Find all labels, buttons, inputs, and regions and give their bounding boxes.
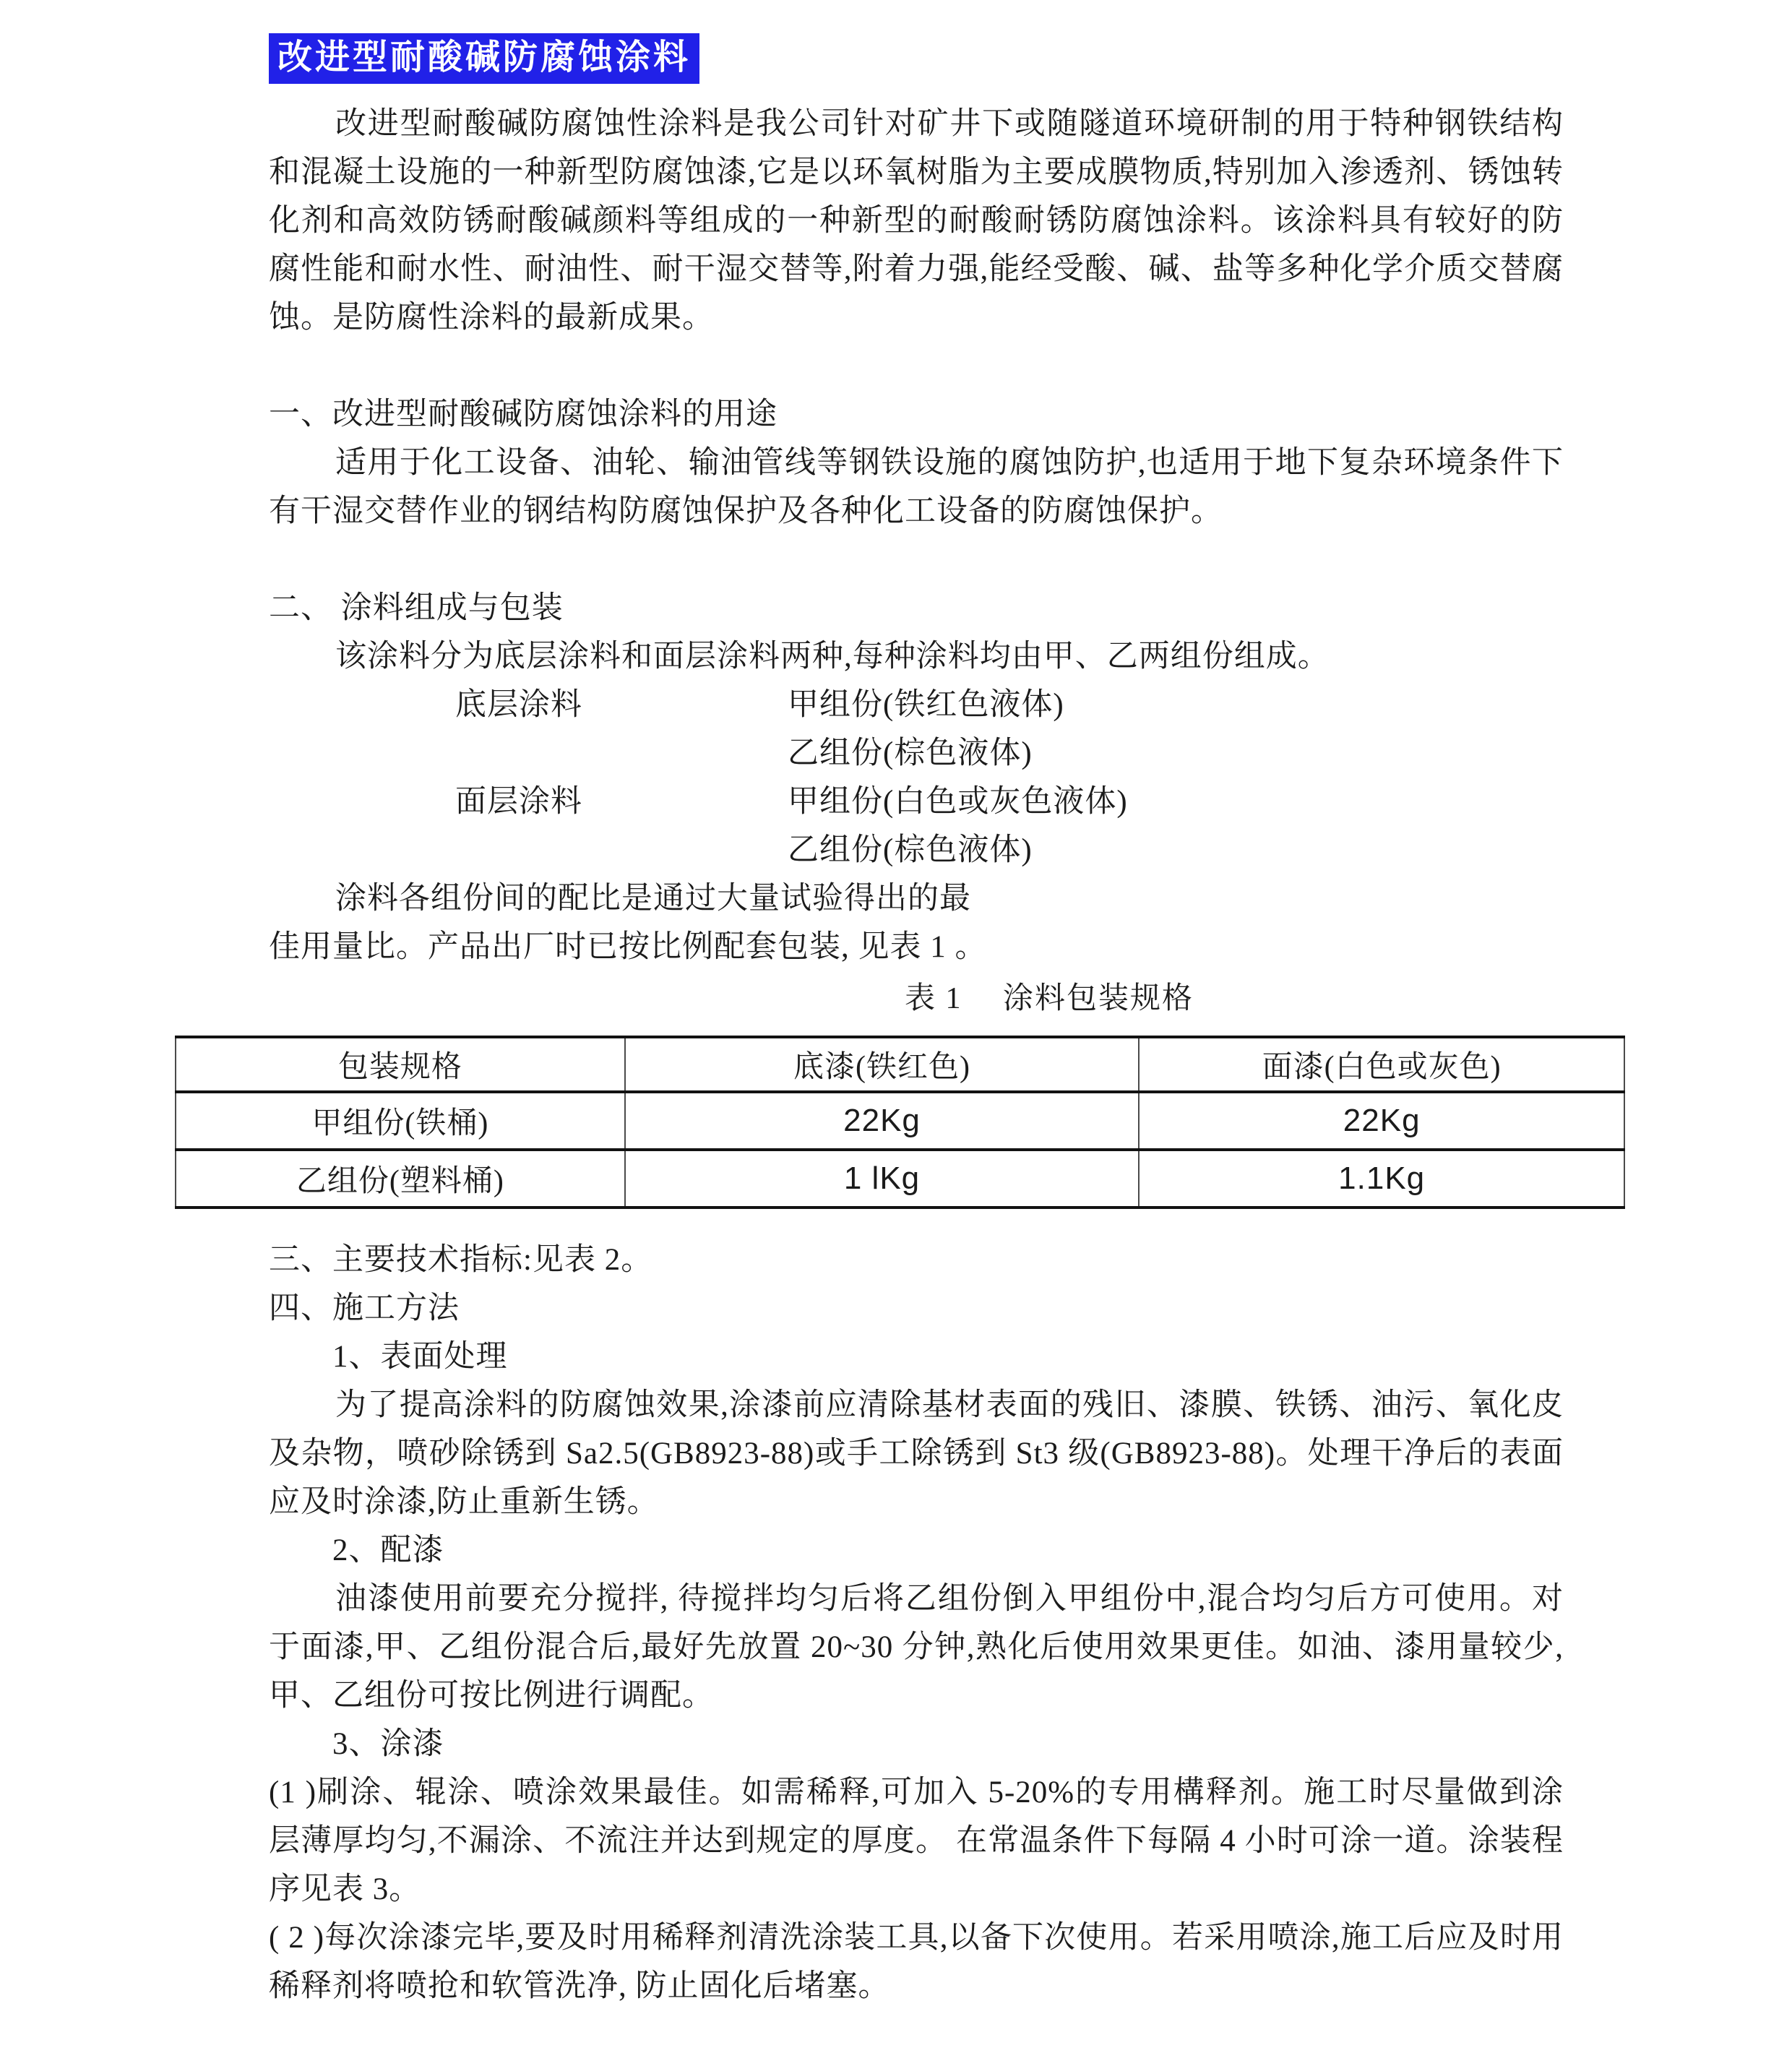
- table-cell: 22Kg: [1139, 1092, 1624, 1150]
- sub1-heading: 1、表面处理: [332, 1340, 508, 1374]
- component-label: 面层涂料: [455, 785, 582, 819]
- component-value: 甲组份(铁红色液体): [788, 688, 1064, 722]
- section3-heading: 三、主要技术指标:见表 2。: [269, 1243, 653, 1277]
- component-label: [455, 826, 788, 874]
- section4-heading: 四、施工方法: [269, 1291, 460, 1325]
- section1-heading: 一、改进型耐酸碱防腐蚀涂料的用途: [269, 397, 777, 431]
- blank-line: [269, 535, 1564, 584]
- sub3-heading: 3、涂漆: [332, 1727, 444, 1761]
- ratio-line-2: 佳用量比。产品出厂时已按比例配套包装, 见表 1 。: [269, 930, 987, 964]
- component-row: [269, 681, 1564, 729]
- component-label: 底层涂料: [455, 688, 582, 722]
- table-row: [176, 1092, 1624, 1150]
- page-title: 改进型耐酸碱防腐蚀涂料: [269, 33, 699, 84]
- table1-caption: 表 1 涂料包装规格: [905, 982, 1194, 1015]
- section2-heading: 二、 涂料组成与包装: [269, 591, 564, 625]
- table-cell: 1.1Kg: [1139, 1150, 1624, 1208]
- table-row: [176, 1150, 1624, 1208]
- sub1-body: 为了提高涂料的防腐蚀效果,涂漆前应清除基材表面的残旧、漆膜、铁锈、油污、氧化皮及杂物，喷砂除锈到 Sa2.5(GB8923-88)或手工除锈到 St3 级(GB8923-88)。处理干净后的表面应及时涂漆,防止重新生锈。: [269, 1388, 1564, 1519]
- table-cell: 甲组份(铁桶): [176, 1092, 625, 1150]
- table-cell: 乙组份(塑料桶): [176, 1150, 625, 1208]
- sub2-heading: 2、配漆: [332, 1533, 444, 1567]
- component-value: 乙组份(棕色液体): [788, 833, 1033, 867]
- sub2-body: 油漆使用前要充分搅拌, 待搅拌均匀后将乙组份倒入甲组份中,混合均匀后方可使用。对于面漆,甲、乙组份混合后,最好先放置 20~30 分钟,熟化后使用效果更佳。如油、漆用量较少,甲、乙组份可按比例进行调配。: [269, 1582, 1564, 1713]
- component-label: [455, 729, 788, 778]
- sub3-item1: (1 )刷涂、辊涂、喷涂效果最佳。如需稀释,可加入 5-20%的专用構释剂。施工时尽量做到涂层薄厚均匀,不漏涂、不流注并达到规定的厚度。 在常温条件下每隔 4 小时可涂一道。涂装程序见表 3。: [269, 1776, 1564, 1906]
- table-header-cell: 包装规格: [176, 1037, 625, 1092]
- ratio-line-1: 涂料各组份间的配比是通过大量试验得出的最: [335, 882, 971, 916]
- component-row: [269, 778, 1564, 826]
- table-cell: 1 lKg: [625, 1150, 1140, 1208]
- blank-line: [269, 342, 1564, 390]
- sub3-item2: ( 2 )每次涂漆完毕,要及时用稀释剂清洗涂装工具,以备下次使用。若采用喷涂,施工后应及时用稀释剂将喷抢和软管洗净, 防止固化后堵塞。: [269, 1921, 1564, 2003]
- packing-spec-table: [175, 1036, 1625, 1209]
- title-row: [269, 33, 1564, 84]
- component-value: 甲组份(白色或灰色液体): [788, 785, 1128, 819]
- table-header-cell: 面漆(白色或灰色): [1139, 1037, 1624, 1092]
- table-header-cell: 底漆(铁红色): [625, 1037, 1140, 1092]
- intro-paragraph: 改进型耐酸碱防腐蚀性涂料是我公司针对矿井下或随隧道环境研制的用于特种钢铁结构和混凝土设施的一种新型防腐蚀漆,它是以环氧树脂为主要成膜物质,特别加入渗透剂、锈蚀转化剂和高效防锈耐酸碱颜料等组成的一种新型的耐酸耐锈防腐蚀涂料。该涂料具有较好的防腐性能和耐水性、耐油性、耐干湿交替等,附着力强,能经受酸、碱、盐等多种化学介质交替腐蚀。是防腐性涂料的最新成果。: [269, 107, 1564, 335]
- section2-intro: 该涂料分为底层涂料和面层涂料两种,每种涂料均由甲、乙两组份组成。: [335, 640, 1330, 673]
- section1-body: 适用于化工设备、油轮、输油管线等钢铁设施的腐蚀防护,也适用于地下复杂环境条件下有干湿交替作业的钢结构防腐蚀保护及各种化工设备的防腐蚀保护。: [269, 446, 1564, 528]
- table-header-row: [176, 1037, 1624, 1092]
- table-cell: 22Kg: [625, 1092, 1140, 1150]
- component-row: [269, 826, 1564, 874]
- component-row: [269, 729, 1564, 778]
- component-value: 乙组份(棕色液体): [788, 736, 1033, 770]
